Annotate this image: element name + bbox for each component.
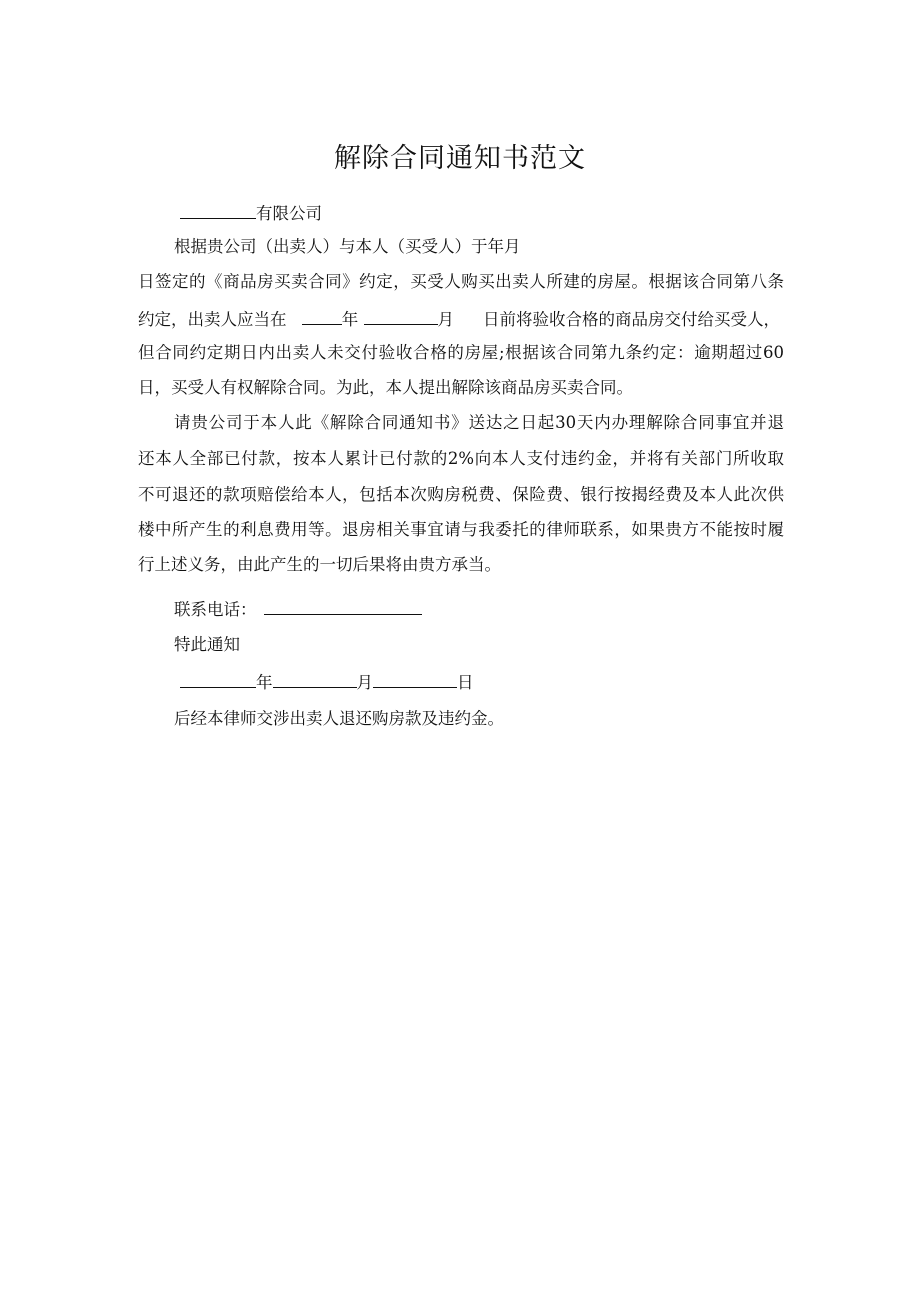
paragraph1-line2: 日签定的《商品房买卖合同》约定，买受人购买出卖人所建的房屋。根据该合同第八条 [138,272,784,291]
paragraph1-line4: 但合同约定期日内出卖人未交付验收合格的房屋;根据该合同第九条约定：逾期超过60 [138,343,784,362]
date-month-label: 月 [356,673,373,692]
date-year-blank [180,670,256,688]
company-suffix: 有限公司 [256,204,322,223]
contact-label: 联系电话： [174,600,257,619]
company-name-blank [180,201,256,219]
date-day-label: 日 [457,673,474,692]
delivery-year-label: 年 [341,310,359,329]
paragraph2-line1: 请贵公司于本人此《解除合同通知书》送达之日起30天内办理解除合同事宜并退 [174,413,784,432]
date-year-label: 年 [256,673,273,692]
paragraph2-line2: 还本人全部已付款，按本人累计已付款的2%向本人支付违约金，并将有关部门所收取 [138,449,784,468]
date-day-blank [373,670,457,688]
final-note: 后经本律师交涉出卖人退还购房款及违约金。 [174,709,504,728]
paragraph2-line4: 楼中所产生的利息费用等。退房相关事宜请与我委托的律师联系，如果贵方不能按时履 [138,520,784,539]
paragraph2-line3: 不可退还的款项赔偿给本人，包括本次购房税费、保险费、银行按揭经费及本人此次供 [138,485,784,504]
company-line [180,201,322,225]
delivery-term-suffix: 日前将验收合格的商品房交付给买受人， [483,310,780,329]
delivery-month-blank [364,307,438,325]
notice-text: 特此通知 [174,635,240,654]
paragraph1-line3 [138,307,784,331]
date-line [180,670,474,694]
delivery-term-prefix: 约定，出卖人应当在 [138,310,287,329]
date-month-blank [273,670,357,688]
document-title: 解除合同通知书范文 [334,143,586,174]
contact-phone-blank [264,597,422,615]
contact-line [174,597,422,621]
paragraph1-line5: 日，买受人有权解除合同。为此，本人提出解除该商品房买卖合同。 [138,378,633,397]
delivery-year-blank [302,307,342,325]
paragraph1-line1: 根据贵公司（出卖人）与本人（买受人）于年月 [174,237,521,256]
delivery-month-label: 月 [437,310,454,329]
paragraph2-line5: 行上述义务，由此产生的一切后果将由贵方承当。 [138,555,501,574]
